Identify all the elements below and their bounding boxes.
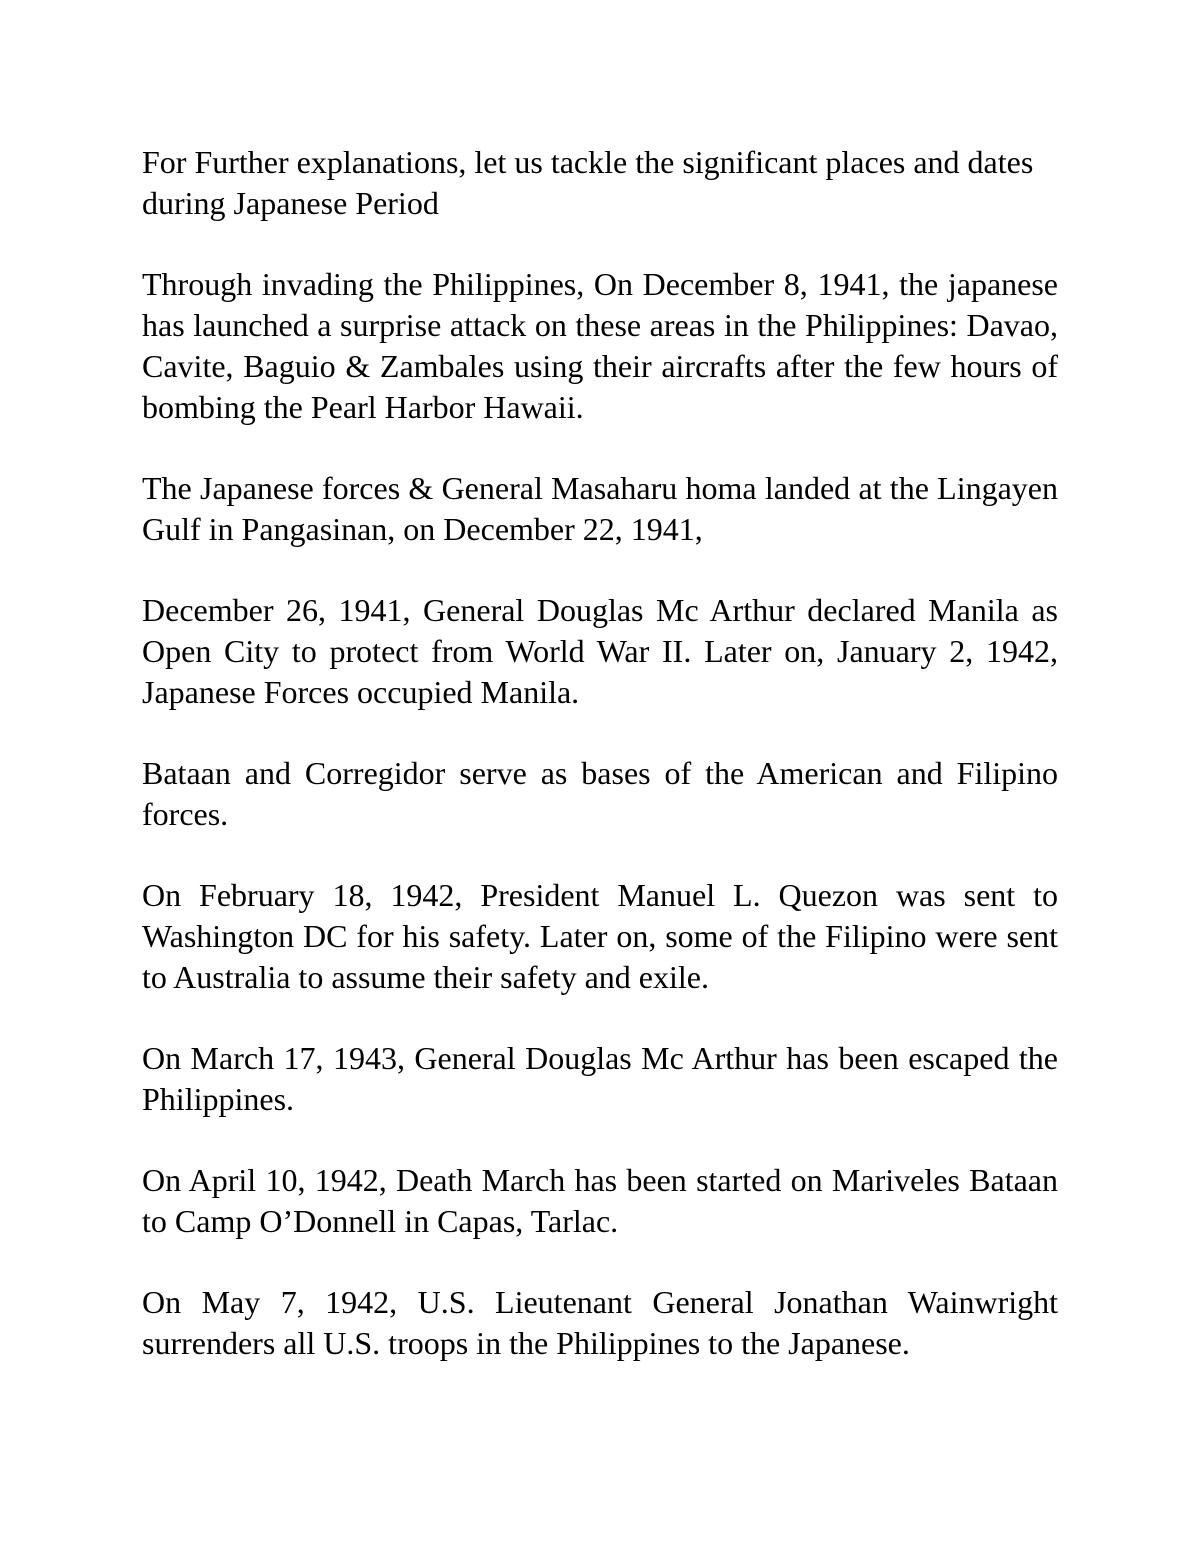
paragraph-lingayen-landing: The Japanese forces & General Masaharu homa landed at the Lingayen Gulf in Pangasinan, on December 22, 1941, — [142, 470, 1058, 547]
intro-paragraph: For Further explanations, let us tackle the significant places and dates during Japanese Period — [142, 144, 1034, 221]
paragraph-quezon-washington: On February 18, 1942, President Manuel L. Quezon was sent to Washington DC for his safety. Later on, some of the Filipino were sent to Australia to assume their safety and exile. — [142, 877, 1058, 995]
paragraph-macarthur-escape: On March 17, 1943, General Douglas Mc Arthur has been escaped the Philippines. — [142, 1040, 1058, 1117]
paragraph-manila-open-city: December 26, 1941, General Douglas Mc Arthur declared Manila as Open City to protect from World War II. Later on, January 2, 1942, Japanese Forces occupied Manila. — [142, 592, 1058, 710]
paragraph-december-8-attack: Through invading the Philippines, On December 8, 1941, the japanese has launched a surprise attack on these areas in the Philippines: Davao, Cavite, Baguio & Zambales using their aircrafts after the few hours of bombing the Pearl Harbor Hawaii. — [142, 266, 1058, 425]
paragraph-wainwright-surrender: On May 7, 1942, U.S. Lieutenant General Jonathan Wainwright surrenders all U.S. troops in the Philippines to the Japanese. — [142, 1284, 1058, 1361]
paragraph-bataan-corregidor: Bataan and Corregidor serve as bases of the American and Filipino forces. — [142, 755, 1058, 832]
paragraph-death-march: On April 10, 1942, Death March has been started on Mariveles Bataan to Camp O’Donnell in Capas, Tarlac. — [142, 1162, 1058, 1239]
document-body — [142, 142, 1058, 1404]
